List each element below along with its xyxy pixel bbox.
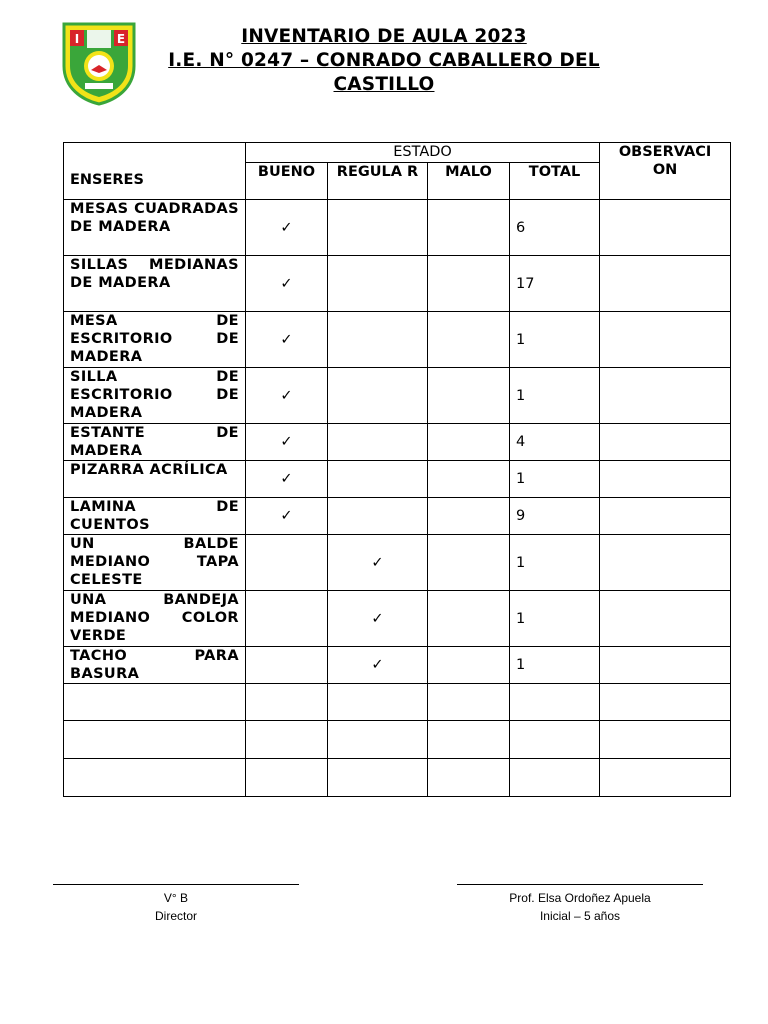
item-name: UN BALDE MEDIANO TAPA CELESTE	[64, 535, 246, 591]
item-name: SILLA DE ESCRITORIO DE MADERA	[64, 368, 246, 424]
item-name: UNA BANDEJA MEDIANO COLOR VERDE	[64, 591, 246, 647]
empty-row	[64, 684, 731, 721]
cell-total: 1	[510, 535, 600, 591]
cell-regular	[328, 256, 428, 312]
check-icon: ✓	[280, 387, 293, 404]
cell-regular	[328, 200, 428, 256]
cell-malo	[428, 424, 510, 461]
cell-bueno	[246, 498, 328, 535]
cell-observacion	[600, 368, 731, 424]
empty-cell	[428, 721, 510, 759]
table-row	[64, 424, 731, 461]
cell-total: 1	[510, 312, 600, 368]
cell-bueno	[246, 535, 328, 591]
cell-regular	[328, 591, 428, 647]
item-name: ESTANTE DE MADERA	[64, 424, 246, 461]
inventory-body	[64, 200, 731, 797]
logo-letter-i: I	[74, 32, 80, 46]
table-row	[64, 200, 731, 256]
cell-bueno	[246, 200, 328, 256]
check-icon: ✓	[280, 471, 293, 487]
item-name: SILLAS MEDIANAS DE MADERA	[64, 256, 246, 312]
empty-cell	[246, 721, 328, 759]
cell-malo	[428, 498, 510, 535]
cell-observacion	[600, 200, 731, 256]
check-icon: ✓	[371, 610, 384, 627]
empty-cell	[328, 759, 428, 797]
table-row	[64, 591, 731, 647]
document-title	[140, 25, 628, 97]
cell-bueno	[246, 647, 328, 684]
cell-total: 6	[510, 200, 600, 256]
cell-regular	[328, 535, 428, 591]
empty-cell	[510, 759, 600, 797]
item-name: MESA DE ESCRITORIO DE MADERA	[64, 312, 246, 368]
header-observacion: OBSERVACI ON	[600, 143, 731, 200]
cell-observacion	[600, 498, 731, 535]
header-enseres: ENSERES	[64, 143, 246, 200]
check-icon: ✓	[371, 657, 384, 673]
table-row	[64, 312, 731, 368]
cell-total: 1	[510, 368, 600, 424]
table-row	[64, 498, 731, 535]
signature-director	[53, 884, 299, 923]
check-icon: ✓	[280, 434, 293, 450]
cell-observacion	[600, 424, 731, 461]
cell-malo	[428, 535, 510, 591]
empty-cell	[64, 684, 246, 721]
cell-bueno	[246, 424, 328, 461]
cell-total: 1	[510, 591, 600, 647]
cell-total: 1	[510, 461, 600, 498]
cell-total: 4	[510, 424, 600, 461]
empty-cell	[428, 684, 510, 721]
empty-row	[64, 759, 731, 797]
item-name: LAMINA DE CUENTOS	[64, 498, 246, 535]
signature-left-line2: Director	[154, 909, 197, 923]
cell-total: 9	[510, 498, 600, 535]
cell-malo	[428, 200, 510, 256]
logo-letter-e: E	[116, 32, 126, 46]
table-row	[64, 368, 731, 424]
empty-cell	[328, 684, 428, 721]
signature-right-line1: Prof. Elsa Ordoñez Apuela	[509, 891, 651, 905]
check-icon: ✓	[280, 508, 293, 524]
cell-observacion	[600, 461, 731, 498]
cell-malo	[428, 312, 510, 368]
empty-cell	[510, 721, 600, 759]
header-malo: MALO	[428, 163, 510, 200]
cell-bueno	[246, 368, 328, 424]
header-bueno: BUENO	[246, 163, 328, 200]
empty-cell	[600, 684, 731, 721]
title-line-3: CASTILLO	[333, 74, 435, 95]
cell-bueno	[246, 312, 328, 368]
signature-teacher	[457, 884, 703, 923]
item-name: TACHO PARA BASURA	[64, 647, 246, 684]
empty-cell	[64, 759, 246, 797]
empty-cell	[246, 684, 328, 721]
table-row	[64, 461, 731, 498]
cell-bueno	[246, 461, 328, 498]
empty-cell	[428, 759, 510, 797]
empty-cell	[600, 721, 731, 759]
item-name: MESAS CUADRADAS DE MADERA	[64, 200, 246, 256]
header-regular: REGULA R	[328, 163, 428, 200]
header-total: TOTAL	[510, 163, 600, 200]
table-row	[64, 256, 731, 312]
cell-observacion	[600, 256, 731, 312]
empty-row	[64, 721, 731, 759]
cell-total: 1	[510, 647, 600, 684]
header-estado: ESTADO	[246, 143, 600, 163]
cell-malo	[428, 461, 510, 498]
check-icon: ✓	[371, 554, 384, 571]
school-crest-logo	[60, 20, 138, 106]
title-line-1: INVENTARIO DE AULA 2023	[241, 26, 527, 47]
table-row	[64, 647, 731, 684]
empty-cell	[246, 759, 328, 797]
cell-total: 17	[510, 256, 600, 312]
cell-observacion	[600, 312, 731, 368]
cell-regular	[328, 368, 428, 424]
cell-observacion	[600, 647, 731, 684]
cell-regular	[328, 461, 428, 498]
signature-line-right	[457, 884, 703, 885]
cell-malo	[428, 591, 510, 647]
check-icon: ✓	[280, 331, 293, 348]
cell-malo	[428, 368, 510, 424]
signature-left-line1: V° B	[163, 891, 189, 905]
check-icon: ✓	[280, 219, 293, 236]
cell-observacion	[600, 591, 731, 647]
check-icon: ✓	[280, 275, 293, 292]
signature-right-line2: Inicial – 5 años	[539, 909, 621, 923]
cell-regular	[328, 498, 428, 535]
empty-cell	[600, 759, 731, 797]
cell-malo	[428, 256, 510, 312]
signature-line-left	[53, 884, 299, 885]
cell-regular	[328, 424, 428, 461]
cell-regular	[328, 647, 428, 684]
empty-cell	[64, 721, 246, 759]
inventory-table	[63, 142, 731, 797]
cell-bueno	[246, 256, 328, 312]
cell-malo	[428, 647, 510, 684]
title-line-2: I.E. N° 0247 – CONRADO CABALLERO DEL	[168, 50, 600, 71]
table-row	[64, 535, 731, 591]
cell-bueno	[246, 591, 328, 647]
item-name: PIZARRA ACRÍLICA	[64, 461, 246, 498]
empty-cell	[328, 721, 428, 759]
cell-observacion	[600, 535, 731, 591]
empty-cell	[510, 684, 600, 721]
cell-regular	[328, 312, 428, 368]
